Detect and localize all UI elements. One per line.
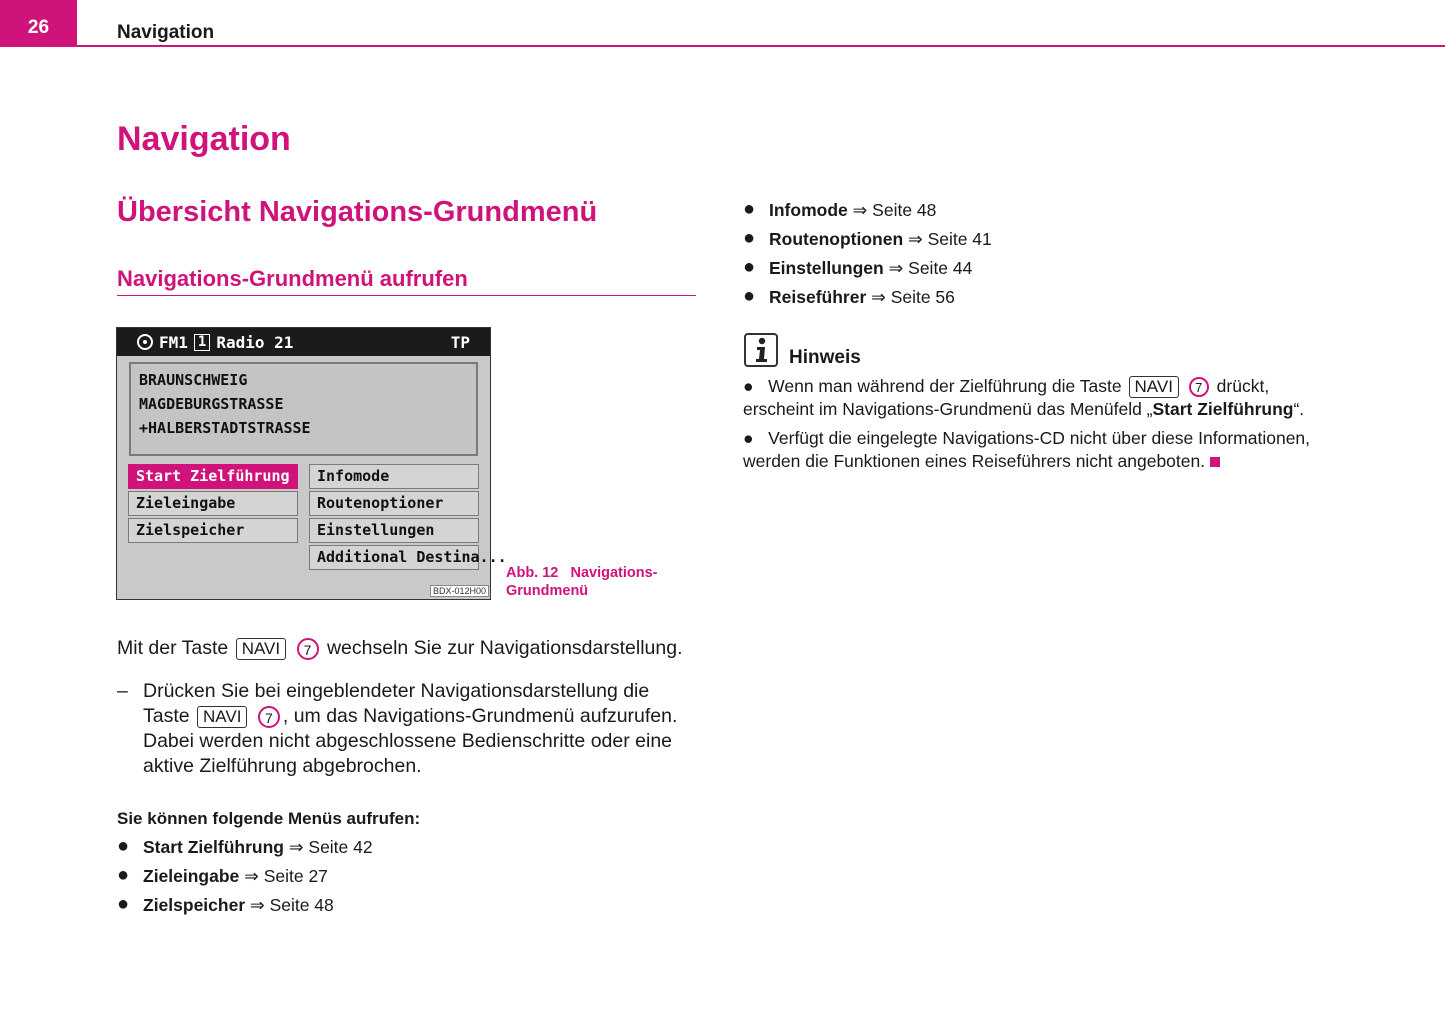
- bullet: ●: [743, 428, 754, 448]
- band-label: FM1: [159, 332, 188, 352]
- note2-line2: werden die Funktionen eines Reiseführers nicht angeboten.: [743, 451, 1206, 471]
- chapter-title: Navigation: [117, 120, 291, 158]
- page-ref: Seite 48: [269, 895, 334, 915]
- note2-line1: Verfügt die eingelegte Navigations-CD nicht über diese Informationen,: [768, 428, 1311, 448]
- running-header: Navigation: [117, 22, 215, 43]
- bullet: ●: [117, 893, 130, 915]
- page-number: 26: [0, 0, 77, 47]
- page-ref: Seite 56: [890, 287, 955, 307]
- menu-name: Reiseführer: [769, 287, 867, 307]
- page-ref: Seite 27: [263, 866, 328, 886]
- note-item: [743, 375, 1343, 421]
- step-line2-text: , um das Navigations-Grundmenü aufzurufen.: [282, 705, 678, 727]
- menus-heading: Sie können folgende Menüs aufrufen:: [117, 809, 421, 828]
- section-title: Übersicht Navigations-Grundmenü: [117, 196, 598, 228]
- step-line4: aktive Zielführung abgebrochen.: [143, 755, 422, 777]
- figure-code: BDX-012H00: [430, 585, 489, 597]
- tp-indicator: TP: [450, 332, 470, 352]
- arrow-icon: ⇒: [244, 866, 259, 886]
- arrow-icon: ⇒: [908, 229, 923, 249]
- menu-name: Infomode: [769, 200, 848, 220]
- page-ref: Seite 44: [908, 258, 973, 278]
- bullet: ●: [743, 285, 756, 307]
- intro-text-after: wechseln Sie zur Navigationsdarstellung.: [326, 637, 683, 659]
- intro-text-before: Mit der Taste: [117, 637, 229, 659]
- note-item: [743, 427, 1343, 473]
- preset-number: 1: [194, 334, 210, 351]
- station-name: Radio 21: [216, 332, 294, 352]
- bullet: ●: [117, 835, 130, 857]
- navigation-screen-figure: [116, 327, 507, 600]
- subsection-rule: [117, 295, 696, 296]
- button-number-7: 7: [297, 638, 319, 660]
- arrow-icon: ⇒: [888, 258, 904, 278]
- navi-key: NAVI: [1129, 376, 1179, 398]
- radio-signal-icon: [137, 334, 153, 350]
- note1-line2: erscheint im Navigations-Grundmenü das Menüfeld „: [743, 399, 1153, 419]
- navi-key: NAVI: [197, 706, 247, 728]
- arrow-icon: ⇒: [871, 287, 886, 307]
- menu-name: Start Zielführung: [143, 837, 284, 857]
- hinweis-title: Hinweis: [789, 347, 861, 368]
- menu-name: Zieleingabe: [143, 866, 240, 886]
- page-ref: Seite 41: [927, 229, 992, 249]
- menu-name: Routenoptionen: [769, 229, 904, 249]
- address-display: [129, 362, 478, 456]
- address-street: MAGDEBURGSTRASSE: [139, 395, 284, 413]
- screen-status-bar: [117, 328, 490, 356]
- caption-line2: Grundmenü: [506, 583, 589, 599]
- step-taste: Taste: [143, 705, 190, 727]
- caption-label: Abb. 12: [506, 565, 559, 581]
- address-city: BRAUNSCHWEIG: [139, 371, 248, 389]
- address-cross-street: +HALBERSTADTSTRASSE: [139, 419, 311, 437]
- menu-infomode[interactable]: Infomode: [309, 464, 479, 489]
- bullet: ●: [743, 376, 754, 396]
- menu-routenoptionen[interactable]: Routenoptioner: [309, 491, 479, 516]
- step-line3: Dabei werden nicht abgeschlossene Bedienschritte oder eine: [143, 730, 673, 752]
- navi-key: NAVI: [236, 638, 286, 660]
- bullet: ●: [117, 864, 130, 886]
- note1-bold: Start Zielführung: [1152, 399, 1294, 419]
- note1-text-after: drückt,: [1216, 376, 1270, 396]
- note1-text: Wenn man während der Zielführung die Taste: [768, 376, 1122, 396]
- menu-name: Zielspeicher: [143, 895, 246, 915]
- figure-caption: [506, 564, 657, 600]
- button-number-7: 7: [1189, 377, 1209, 397]
- arrow-icon: ⇒: [250, 895, 265, 915]
- bullet: ●: [743, 198, 756, 220]
- page-ref: Seite 48: [872, 200, 937, 220]
- arrow-icon: ⇒: [288, 837, 304, 857]
- step-line2: [143, 704, 703, 729]
- bullet: ●: [743, 227, 756, 249]
- bullet: ●: [743, 256, 756, 278]
- step-dash: –: [117, 680, 128, 702]
- menu-zielspeicher[interactable]: Zielspeicher: [128, 518, 298, 543]
- info-icon: [744, 333, 778, 367]
- subsection-title: Navigations-Grundmenü aufrufen: [117, 266, 468, 291]
- page-ref: Seite 42: [308, 837, 373, 857]
- arrow-icon: ⇒: [852, 200, 868, 220]
- note1-line2-end: “.: [1293, 399, 1305, 419]
- step-line1: Drücken Sie bei eingeblendeter Navigationsdarstellung die: [143, 680, 650, 702]
- menu-start-zielfuehrung[interactable]: Start Zielführung: [128, 464, 298, 489]
- menu-additional-destination[interactable]: Additional Destina...: [309, 545, 479, 570]
- menu-name: Einstellungen: [769, 258, 884, 278]
- header-rule: [77, 45, 1445, 47]
- button-number-7: 7: [258, 706, 280, 728]
- end-square-icon: [1210, 457, 1220, 467]
- menu-einstellungen[interactable]: Einstellungen: [309, 518, 479, 543]
- caption-line1: Navigations-: [570, 565, 658, 581]
- intro-paragraph: [117, 636, 683, 661]
- menu-zieleingabe[interactable]: Zieleingabe: [128, 491, 298, 516]
